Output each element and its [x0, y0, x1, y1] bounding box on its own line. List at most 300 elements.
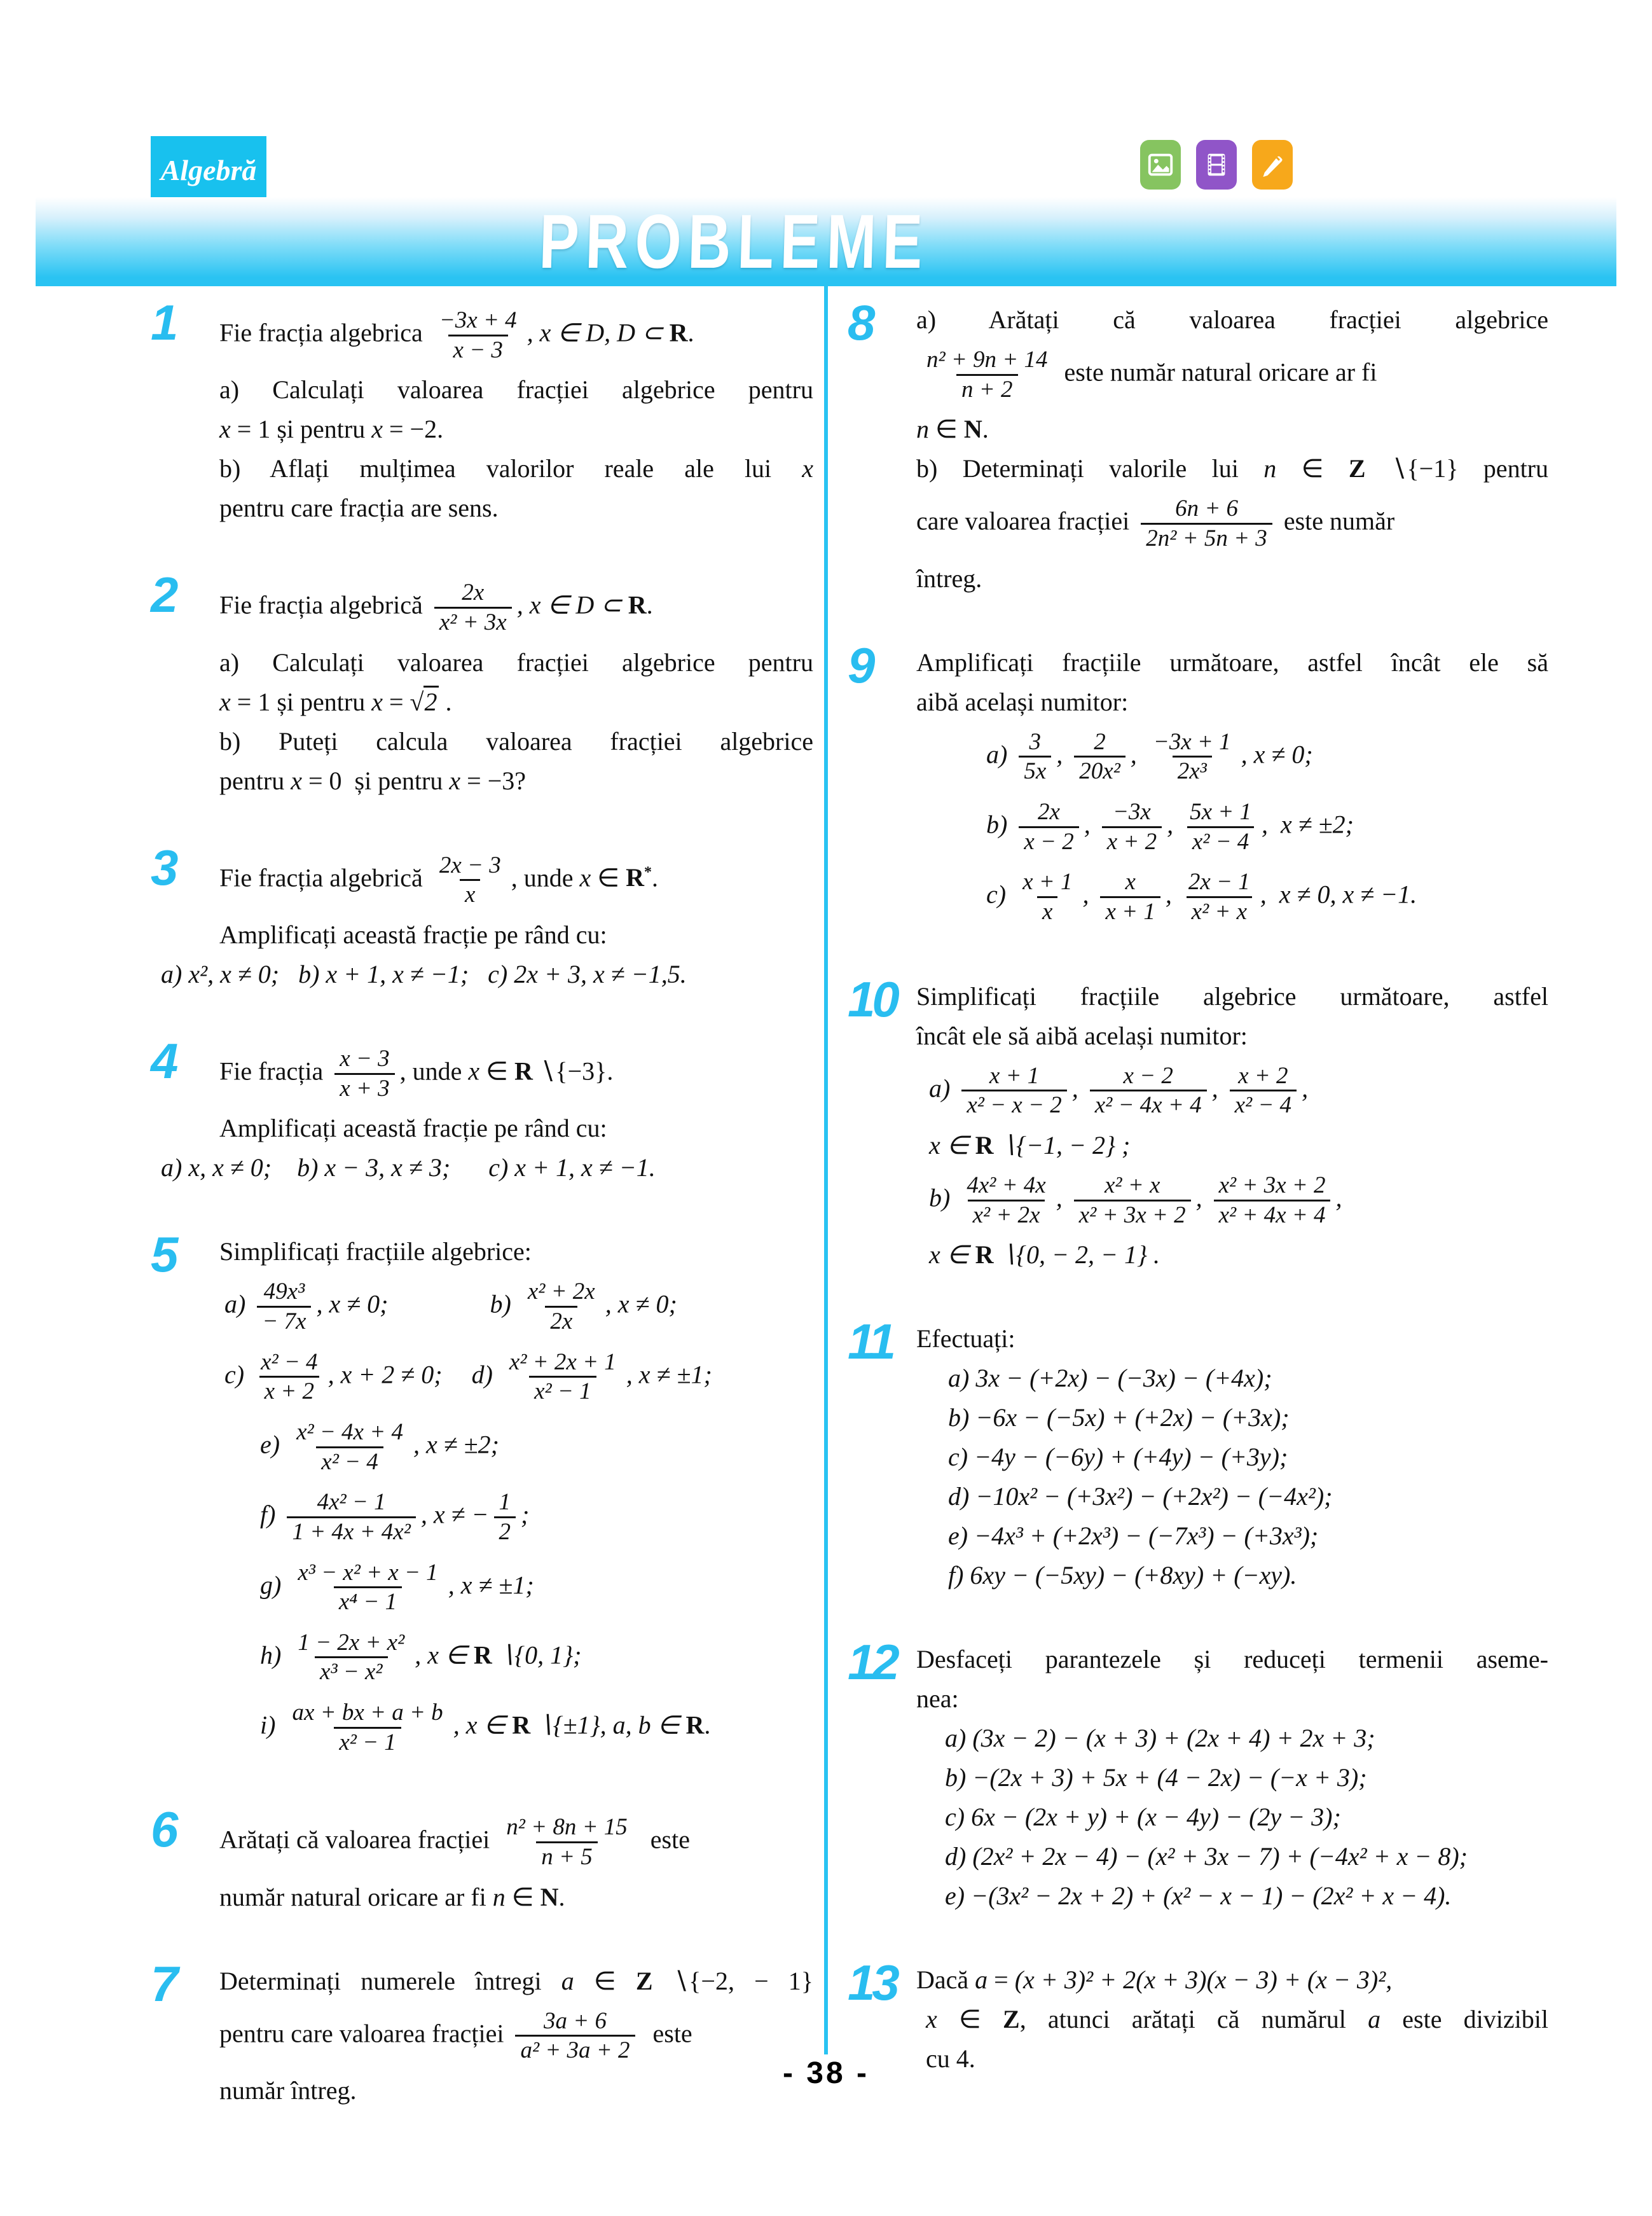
problem-line	[916, 341, 1548, 408]
problem-number: 7	[151, 1955, 176, 2012]
fraction	[523, 1278, 600, 1335]
fraction-numerator: x + 2	[1238, 1062, 1288, 1089]
fraction-numerator: ax + bx + a + b	[292, 1700, 443, 1726]
fraction-denominator: x² + x	[1187, 896, 1252, 926]
problem-line	[916, 560, 1548, 597]
text-run: cu 4.	[926, 2044, 975, 2074]
fraction-numerator: 49x³	[263, 1278, 305, 1305]
text-run: .	[687, 318, 694, 347]
fraction-denominator: x	[460, 879, 480, 909]
math-run: b) −(2x + 3) + 5x + (4 − 2x) − (−x + 3);	[945, 1763, 1367, 1792]
problem-body	[219, 299, 813, 529]
math-run: d) −10x² − (+3x²) − (+2x²) − (−4x²);	[948, 1482, 1333, 1511]
math-run: e) −4x³ + (+2x³) − (−7x³) − (+3x³);	[948, 1521, 1319, 1551]
pencil-button[interactable]	[1252, 140, 1293, 190]
text-run: Arătați că valoarea fracției	[219, 1825, 497, 1854]
text-run: Determinați numerele întregi	[219, 1966, 561, 1995]
math-run: x	[291, 766, 302, 795]
fraction-denominator: x² + 2x	[968, 1200, 1045, 1229]
math-run: a) x², x ≠ 0; b) x + 1, x ≠ −1; c) 2x + 3, x ≠ −1,5.	[161, 959, 687, 988]
fraction-denominator: x⁴ − 1	[334, 1586, 402, 1616]
problem-line	[948, 1399, 1548, 1436]
fraction	[1074, 728, 1125, 786]
text-run: b) Determinați valorile lui	[916, 454, 1264, 483]
fraction	[1019, 798, 1078, 855]
problem-line	[929, 1127, 1548, 1164]
text-run: este	[640, 2019, 692, 2048]
problem-line	[916, 978, 1548, 1015]
math-run: ,	[1084, 810, 1097, 839]
fraction-numerator: −3x + 1	[1153, 728, 1231, 755]
math-run: a	[975, 1965, 988, 1995]
problem-line	[926, 2001, 1548, 2038]
problem-line	[260, 1554, 813, 1621]
fraction-numerator: x	[1125, 869, 1136, 896]
problem-number: 4	[151, 1032, 176, 1089]
text-run: număr întreg.	[219, 2076, 357, 2105]
problem-line	[948, 1518, 1548, 1555]
math-run: b)	[490, 1289, 518, 1319]
math-run: ,	[1302, 1073, 1309, 1102]
problem-line	[948, 1360, 1548, 1397]
number-set-symbol: N	[963, 415, 982, 444]
math-run: (x + 3)² + 2(x + 3)(x − 3) + (x − 3)²,	[1014, 1965, 1393, 1995]
problem-6	[151, 1801, 813, 1918]
text-run: care valoarea fracției	[916, 506, 1136, 536]
problem-9	[848, 637, 1548, 934]
number-set-symbol: R*	[626, 862, 652, 892]
problem-line	[219, 450, 813, 487]
problem-number: 5	[151, 1226, 176, 1283]
math-run: b)	[986, 810, 1014, 839]
problem-line	[916, 684, 1548, 721]
fraction	[1148, 728, 1236, 786]
text-run: nea:	[916, 1684, 959, 1714]
fraction-denominator: x + 1	[1100, 896, 1160, 926]
text-run: Dacă	[916, 1965, 975, 1995]
math-run: ,	[1071, 1073, 1085, 1102]
fraction-numerator: x² + 3x + 2	[1218, 1172, 1326, 1198]
text-run: = 1 și pentru	[230, 687, 372, 716]
problem-line	[945, 1759, 1548, 1796]
problem-line	[986, 793, 1548, 861]
fraction-numerator: x + 1	[1022, 869, 1073, 896]
fraction-numerator: x² + 2x	[527, 1278, 595, 1305]
problem-line	[219, 684, 813, 721]
math-run: x	[371, 687, 383, 716]
fraction-numerator: n² + 8n + 15	[506, 1814, 628, 1841]
text-run: .	[646, 590, 653, 620]
text-run: aibă același numitor:	[916, 687, 1129, 716]
problem-number: 8	[848, 294, 872, 350]
banner-title: PROBLEME	[537, 198, 930, 284]
media-toolbar	[1140, 140, 1293, 190]
text-run: .	[439, 687, 452, 716]
fraction-denominator: x + 3	[334, 1073, 394, 1103]
text-run: Simplificați fracțiile algebrice următoare, astfel	[916, 981, 1548, 1011]
fraction	[291, 1418, 408, 1476]
fraction-numerator: 4x² − 1	[317, 1489, 386, 1516]
text-run: Amplificați fracțiile următoare, astfel încât ele să	[916, 647, 1548, 677]
fraction-denominator: x² − 4	[1230, 1090, 1297, 1119]
problem-body	[916, 1318, 1548, 1596]
number-set-symbol: R	[975, 1240, 994, 1270]
problem-number: 1	[151, 294, 176, 350]
fraction	[256, 1348, 322, 1406]
fraction	[501, 1813, 633, 1871]
problem-line	[260, 1483, 813, 1551]
math-run: , x ∈ D, D ⊂	[527, 318, 670, 347]
problem-line	[916, 1962, 1548, 1998]
text-run: .	[704, 1710, 711, 1740]
pencil-icon	[1258, 150, 1287, 179]
problem-line	[219, 490, 813, 527]
fraction-denominator: x² − 4	[1187, 826, 1254, 856]
problem-line	[916, 490, 1548, 557]
problem-4	[151, 1032, 813, 1189]
math-run: a)	[986, 739, 1014, 768]
math-run: c)	[986, 880, 1013, 909]
fraction-numerator: 2x − 3	[439, 852, 501, 878]
fraction	[1100, 868, 1160, 925]
fraction-denominator: x² + 3x + 2	[1074, 1200, 1191, 1229]
math-run: , x ≠ 0;	[1241, 739, 1313, 768]
problem-line	[219, 917, 813, 953]
fraction	[961, 1172, 1050, 1229]
math-run: f)	[260, 1500, 282, 1529]
fraction	[293, 1559, 443, 1616]
problem-3	[151, 839, 813, 995]
text-run: Fie fracția algebrică	[219, 590, 429, 620]
fraction	[257, 1278, 311, 1335]
math-run: ,	[1056, 1183, 1069, 1212]
fraction-numerator: 1	[499, 1489, 511, 1516]
chapter-tab	[151, 136, 266, 204]
fraction-numerator: 4x² + 4x	[967, 1172, 1046, 1198]
math-run: c) 6x − (2x + y) + (x − 4y) − (2y − 3);	[945, 1803, 1341, 1832]
fraction	[434, 852, 506, 909]
problem-line	[219, 301, 813, 369]
text-run: număr natural oricare ar fi	[219, 1882, 493, 1911]
problem-line	[219, 574, 813, 641]
text-run: ∈	[505, 1882, 540, 1911]
math-run: , x ∈	[453, 1710, 513, 1740]
fraction-denominator: x − 3	[448, 335, 508, 364]
math-run: x	[449, 766, 461, 795]
problem-line	[219, 847, 813, 914]
problem-line	[948, 1478, 1548, 1515]
math-run: , x ≠ ±1;	[626, 1359, 712, 1388]
fraction	[1141, 495, 1272, 552]
problem-line	[260, 1624, 813, 1691]
left-column	[151, 294, 814, 2154]
text-run: = 1 și pentru	[230, 415, 372, 444]
text-run: ∖{−3}.	[532, 1056, 614, 1086]
text-run: .	[558, 1882, 565, 1911]
problem-body	[916, 642, 1548, 934]
film-button[interactable]	[1196, 140, 1237, 190]
problem-12	[848, 1634, 1548, 1917]
math-run: b) −6x − (−5x) + (+2x) − (+3x);	[948, 1403, 1290, 1432]
text-run: .	[982, 415, 989, 444]
math-run: b)	[929, 1183, 957, 1212]
math-run: d)	[471, 1359, 499, 1388]
math-run: i)	[260, 1710, 282, 1740]
math-run: f) 6xy − (−5xy) − (+8xy) + (−xy).	[948, 1561, 1297, 1590]
fraction	[961, 1062, 1066, 1119]
fraction-denominator: x² − x − 2	[961, 1090, 1066, 1119]
problem-line	[916, 1680, 1548, 1717]
text-run: .	[651, 862, 658, 892]
problem-body	[219, 1231, 813, 1764]
math-run: ,	[1165, 880, 1178, 909]
text-run: încât ele să aibă același numitor:	[916, 1021, 1248, 1050]
problem-line	[219, 1110, 813, 1147]
fraction-denominator: x³ − x²	[315, 1656, 388, 1686]
fraction-numerator: 1 − 2x + x²	[298, 1629, 405, 1656]
problem-line	[929, 1167, 1548, 1234]
fraction	[1019, 728, 1051, 786]
fraction	[334, 1045, 394, 1102]
math-run: ,	[1195, 1183, 1209, 1212]
fraction-denominator: x + 2	[1102, 826, 1162, 856]
math-run: , x + 2 ≠ 0;	[327, 1359, 443, 1388]
fraction-numerator: x − 3	[340, 1045, 390, 1072]
math-run: x	[219, 687, 231, 716]
problem-5	[151, 1226, 813, 1764]
fraction	[1230, 1062, 1297, 1119]
number-set-symbol: Z	[1348, 454, 1366, 483]
problem-line	[219, 1808, 813, 1876]
problem-line	[219, 1040, 813, 1107]
math-run: a)	[224, 1289, 252, 1319]
fraction-numerator: x² + x	[1104, 1172, 1160, 1198]
problem-number: 10	[848, 971, 897, 1027]
fraction	[1214, 1172, 1331, 1229]
text-run: Amplificați această fracție pe rând cu:	[219, 920, 607, 949]
number-set-symbol: Z	[1003, 2005, 1020, 2034]
fraction	[1183, 868, 1255, 925]
problem-line	[945, 1799, 1548, 1836]
problem-line	[219, 371, 813, 408]
fraction-numerator: −3x	[1112, 798, 1151, 825]
problem-number: 9	[848, 637, 872, 693]
math-run: x	[219, 415, 231, 444]
fraction	[1074, 1172, 1191, 1229]
number-set-symbol: R	[628, 590, 647, 620]
fraction-denominator: a² + 3a + 2	[515, 2035, 635, 2065]
fraction-denominator: x² − 4	[316, 1446, 383, 1476]
fraction-denominator: 5x	[1019, 756, 1051, 786]
fraction-numerator: x − 2	[1123, 1062, 1173, 1089]
text-run: a) Calculați valoarea fracției algebrice pentru	[219, 647, 813, 677]
problem-line	[161, 1149, 813, 1186]
fraction-numerator: 5x + 1	[1190, 798, 1251, 825]
problem-body	[161, 1037, 813, 1189]
text-run: = 0 și pentru	[301, 766, 450, 795]
text-run: , atunci arătați că numărul	[1019, 2005, 1368, 2034]
text-run: Fie fracția	[219, 1056, 330, 1086]
math-run: ;	[521, 1500, 530, 1529]
text-run: întreg.	[916, 564, 982, 593]
math-run: d) (2x² + 2x − 4) − (x² + 3x − 7) + (−4x² + x − 8);	[945, 1842, 1468, 1871]
fraction	[494, 1488, 516, 1546]
problem-2	[151, 567, 813, 801]
problem-line	[986, 723, 1548, 791]
text-run: ∈	[929, 415, 964, 444]
problem-line	[219, 763, 813, 800]
fraction	[287, 1699, 448, 1756]
fraction-denominator: x² + 4x + 4	[1214, 1200, 1331, 1229]
fraction-denominator: x	[1037, 896, 1057, 926]
math-run: a	[561, 1966, 574, 1995]
fraction	[434, 307, 522, 364]
fraction-denominator: x² + 3x	[434, 607, 512, 637]
fraction-denominator: x² − 4x + 4	[1090, 1090, 1207, 1119]
problem-number: 3	[151, 839, 176, 896]
problem-line	[916, 1018, 1548, 1055]
text-run: a) Arătați că valoarea fracției algebrice	[916, 305, 1548, 334]
problem-line	[929, 1236, 1548, 1273]
math-run: x	[468, 1056, 480, 1086]
fraction	[1185, 798, 1256, 855]
math-run: , x ≠ 0;	[316, 1289, 389, 1319]
image-button[interactable]	[1140, 140, 1181, 190]
fraction-numerator: x² − 4	[261, 1348, 318, 1375]
math-run: ,	[1167, 810, 1180, 839]
problem-body	[916, 299, 1548, 600]
problem-8	[848, 294, 1548, 600]
column-divider	[824, 286, 828, 2054]
fraction-numerator: x³ − x² + x − 1	[298, 1559, 438, 1586]
math-run: c) −4y − (−6y) + (+4y) − (+3y);	[948, 1443, 1288, 1472]
math-run: a) 3x − (+2x) − (−3x) − (+4x);	[948, 1364, 1272, 1393]
text-run: Desfaceți parantezele și reduceți termenii aseme-	[916, 1645, 1548, 1674]
problem-line	[929, 1057, 1548, 1125]
problem-line	[219, 1879, 813, 1916]
fraction	[287, 1488, 415, 1546]
fraction-numerator: 2x	[1038, 798, 1060, 825]
math-run: e)	[260, 1430, 287, 1459]
text-run: ∖{−2, − 1}	[652, 1966, 814, 1995]
problem-line	[224, 1343, 813, 1411]
problem-number: 6	[151, 1801, 176, 1858]
fraction-numerator: 2	[1094, 728, 1106, 755]
math-run: , x ≠ ±1;	[448, 1570, 534, 1599]
math-run: a) x, x ≠ 0; b) x − 3, x ≠ 3; c) x + 1, x ≠ −1.	[161, 1153, 656, 1182]
number-set-symbol: R	[685, 1710, 705, 1740]
problem-line	[916, 1320, 1548, 1357]
problem-number: 13	[848, 1955, 897, 2011]
math-run: ,	[1056, 739, 1070, 768]
problem-line	[260, 1694, 813, 1761]
fraction	[1090, 1062, 1207, 1119]
text-run: ∈	[574, 1966, 636, 1995]
fraction-denominator: 1 + 4x + 4x²	[287, 1516, 415, 1546]
problem-line	[945, 1720, 1548, 1757]
math-run: c)	[224, 1359, 251, 1388]
problem-line	[945, 1838, 1548, 1875]
fraction-denominator: x − 2	[1019, 826, 1078, 856]
problem-line	[916, 411, 1548, 448]
problem-line	[986, 863, 1548, 931]
math-run: ,	[1335, 1183, 1342, 1212]
problem-line	[219, 411, 813, 448]
text-run: Fie fracția algebrica	[219, 318, 429, 347]
problem-line	[219, 644, 813, 681]
fraction-numerator: 3	[1029, 728, 1042, 755]
fraction	[1017, 868, 1077, 925]
problem-line	[260, 1413, 813, 1481]
problem-body	[916, 976, 1548, 1277]
number-set-symbol: R	[975, 1130, 994, 1160]
text-run: ∈	[479, 1056, 515, 1086]
text-run: b) Puteți calcula valoarea fracției algebrice	[219, 726, 813, 756]
problem-11	[848, 1313, 1548, 1596]
math-run: ,	[1082, 880, 1096, 909]
fraction-denominator: x + 2	[259, 1376, 319, 1406]
math-run: h)	[260, 1640, 288, 1670]
math-run: , x ≠ 0;	[605, 1289, 677, 1319]
text-run: este	[637, 1825, 690, 1854]
text-run: este divizibil	[1380, 2005, 1548, 2034]
problem-body	[916, 1638, 1548, 1917]
math-run: , x ∈ D ⊂	[516, 590, 628, 620]
problem-line	[948, 1557, 1548, 1594]
problem-line	[219, 723, 813, 760]
math-run: n	[916, 415, 929, 444]
problem-number: 12	[848, 1634, 897, 1691]
number-set-symbol: R	[473, 1640, 492, 1670]
math-run: a) (3x − 2) − (x + 3) + (2x + 4) + 2x + 3;	[945, 1724, 1375, 1753]
problem-line	[161, 956, 813, 993]
text-run: =	[382, 687, 410, 716]
text-run: ∖{−1} pentru	[1365, 454, 1548, 483]
math-run: x ∈	[929, 1240, 975, 1270]
text-run: este număr	[1277, 506, 1395, 536]
number-set-symbol: R	[669, 318, 688, 347]
fraction-denominator: 2	[494, 1516, 516, 1546]
problem-line	[945, 1878, 1548, 1915]
fraction-denominator: x² − 1	[334, 1727, 401, 1757]
problem-10	[848, 971, 1548, 1277]
number-set-symbol: N	[540, 1882, 559, 1911]
problem-1	[151, 294, 813, 529]
math-run: x ∈	[929, 1130, 975, 1160]
math-run: ,	[1130, 739, 1143, 768]
text-run: b) Aflați mulțimea valorilor reale ale lui	[219, 454, 802, 483]
problem-body	[161, 844, 813, 995]
image-icon	[1146, 150, 1175, 179]
fraction-numerator: 2x	[462, 579, 485, 606]
number-set-symbol: R	[514, 1056, 533, 1086]
text-run: Simplificați fracțiile algebrice:	[219, 1237, 532, 1266]
math-run: n	[492, 1882, 506, 1911]
fraction	[1102, 798, 1162, 855]
fraction-denominator: 2x³	[1173, 756, 1212, 786]
math-run: , x ≠ 0, x ≠ −1.	[1260, 880, 1417, 909]
fraction	[434, 579, 512, 636]
math-run: , x ≠ ±2;	[413, 1430, 499, 1459]
text-run: pentru care fracția are sens.	[219, 494, 499, 523]
fraction	[504, 1348, 621, 1406]
text-run: pentru care valoarea fracției	[219, 2019, 511, 2048]
math-run: , x ∈	[415, 1640, 474, 1670]
fraction-denominator: 20x²	[1074, 756, 1125, 786]
text-run: = −2.	[382, 415, 444, 444]
text-run: ∈	[591, 862, 626, 892]
fraction-numerator: x² + 2x + 1	[509, 1348, 616, 1375]
